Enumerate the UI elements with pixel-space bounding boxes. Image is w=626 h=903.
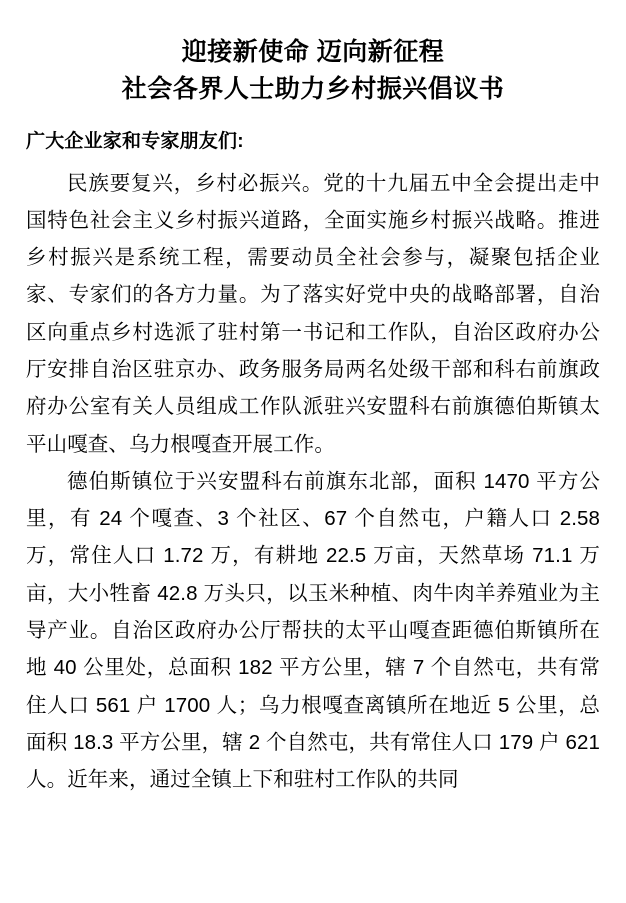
document-title-line-1: 迎接新使命 迈向新征程: [181, 38, 445, 66]
body-paragraph-2: 德伯斯镇位于兴安盟科右前旗东北部，面积 1470 平方公里，有 24 个嘎查、3 个社区、67 个自然屯，户籍人口 2.58 万，常住人口 1.72 万，有耕地 22.5 万亩，天然草场 71.1 万亩，大小牲畜 42.8 万头只，以玉米种植、肉牛肉羊养殖业为主导产业。自治区政府办公厅帮扶的太平山嘎查距德伯斯镇所在地 40 公里处，总面积 182 平方公里，辖 7 个自然屯，共有常住人口 561 户 1700 人；乌力根嘎查离镇所在地近 5 公里，总面积 18.3 平方公里，辖 2 个自然屯，共有常住人口 179 户 621 人。近年来，通过全镇上下和驻村工作队的共同: [26, 469, 600, 792]
document-title: [26, 34, 600, 108]
body-paragraph-1: 民族要复兴，乡村必振兴。党的十九届五中全会提出走中国特色社会主义乡村振兴道路，全面实施乡村振兴战略。推进乡村振兴是系统工程，需要动员全社会参与，凝聚包括企业家、专家们的各方力量。为了落实好党中央的战略部署，自治区向重点乡村选派了驻村第一书记和工作队，自治区政府办公厅安排自治区驻京办、政务服务局两名处级干部和科右前旗政府办公室有关人员组成工作队派驻兴安盟科右前旗德伯斯镇太平山嘎查、乌力根嘎查开展工作。: [26, 171, 600, 456]
salutation: 广大企业家和专家朋友们:: [26, 131, 244, 152]
document-title-line-2: 社会各界人士助力乡村振兴倡议书: [121, 75, 505, 103]
